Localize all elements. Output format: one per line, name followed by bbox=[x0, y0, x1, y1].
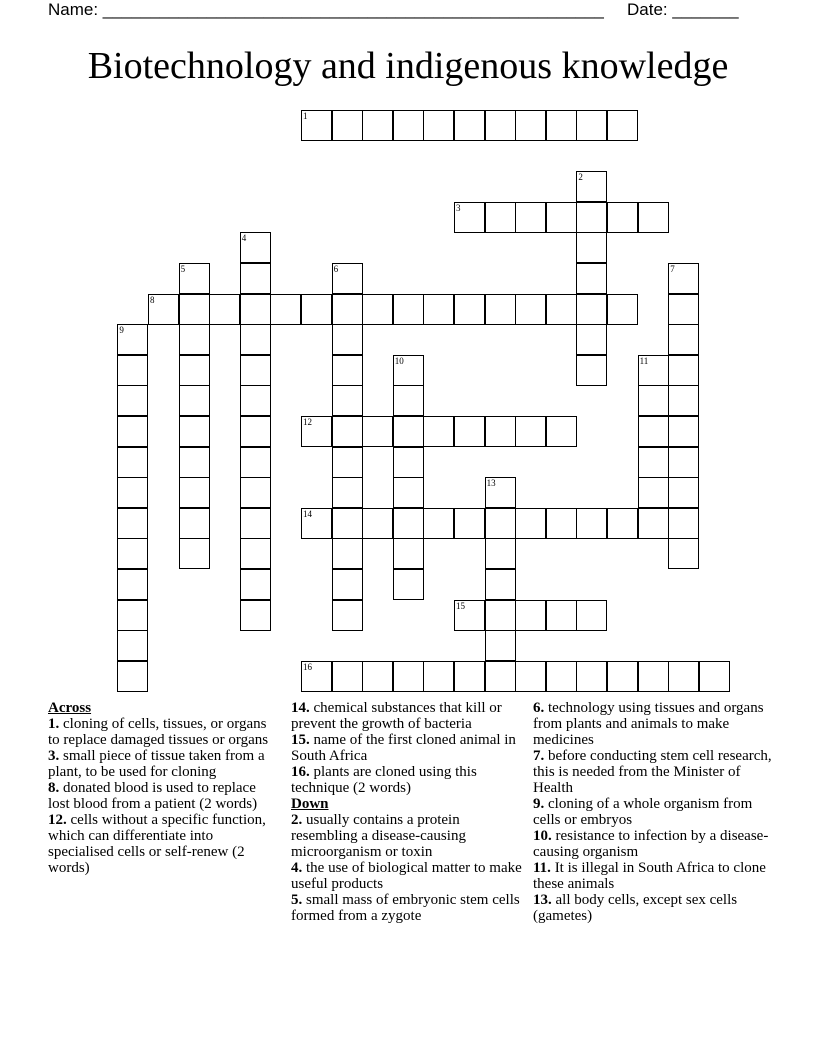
crossword-cell[interactable] bbox=[515, 110, 546, 141]
crossword-cell[interactable] bbox=[362, 416, 393, 447]
crossword-cell[interactable] bbox=[454, 600, 485, 631]
crossword-cell[interactable] bbox=[576, 324, 607, 355]
crossword-cell[interactable] bbox=[454, 416, 485, 447]
clue-number: 6. bbox=[533, 700, 545, 716]
clue-number: 11. bbox=[533, 860, 551, 876]
clue-number: 5. bbox=[291, 892, 303, 908]
clue-text: technology using tissues and organs from plants and animals to make medicines bbox=[533, 700, 764, 748]
crossword-cell[interactable] bbox=[148, 294, 179, 325]
crossword-cell[interactable] bbox=[332, 569, 363, 600]
crossword-cell[interactable] bbox=[515, 600, 546, 631]
crossword-cell[interactable] bbox=[423, 294, 454, 325]
clue-number: 3 bbox=[456, 202, 461, 213]
crossword-cell[interactable] bbox=[546, 600, 577, 631]
crossword-cell[interactable] bbox=[240, 569, 271, 600]
crossword-cell[interactable] bbox=[485, 477, 516, 508]
crossword-cell[interactable] bbox=[668, 385, 699, 416]
crossword-cell[interactable] bbox=[240, 447, 271, 478]
clue-number: 3. bbox=[48, 748, 60, 764]
crossword-cell[interactable] bbox=[485, 538, 516, 569]
across-clue-list bbox=[48, 716, 280, 876]
crossword-cell[interactable] bbox=[393, 538, 424, 569]
clue-text: chemical substances that kill or prevent the growth of bacteria bbox=[291, 700, 502, 732]
crossword-cell[interactable] bbox=[423, 416, 454, 447]
crossword-cell[interactable] bbox=[179, 263, 210, 294]
clue-number: 15 bbox=[456, 600, 465, 611]
crossword-cell[interactable] bbox=[576, 263, 607, 294]
clue-number: 16 bbox=[303, 661, 312, 672]
clue bbox=[291, 700, 523, 732]
down-clue-list-continued bbox=[533, 700, 773, 924]
crossword-cell[interactable] bbox=[332, 355, 363, 386]
crossword-cell[interactable] bbox=[638, 661, 669, 692]
crossword-cell[interactable] bbox=[240, 232, 271, 263]
clue bbox=[533, 700, 773, 748]
crossword-cell[interactable] bbox=[485, 416, 516, 447]
clue-number: 4. bbox=[291, 860, 303, 876]
crossword-cell[interactable] bbox=[240, 600, 271, 631]
clue-number: 6 bbox=[333, 264, 339, 274]
crossword-cell[interactable] bbox=[393, 661, 424, 692]
date-field[interactable]: Date: _______ bbox=[627, 0, 739, 19]
crossword-cell[interactable] bbox=[638, 416, 669, 447]
clue bbox=[48, 812, 280, 876]
clue-number: 7. bbox=[533, 748, 545, 764]
crossword-cell[interactable] bbox=[607, 508, 638, 539]
across-heading: Across bbox=[48, 700, 92, 716]
crossword-cell[interactable] bbox=[485, 202, 516, 233]
clue-number: 7 bbox=[670, 264, 675, 274]
clue bbox=[291, 732, 523, 764]
clue-number: 10 bbox=[394, 355, 404, 366]
clue-text: cloning of a whole organism from cells or embryos bbox=[533, 796, 753, 828]
crossword-cell[interactable] bbox=[332, 263, 363, 294]
crossword-cell[interactable] bbox=[240, 324, 271, 355]
crossword-cell[interactable] bbox=[607, 661, 638, 692]
crossword-cell[interactable] bbox=[546, 202, 577, 233]
crossword-cell[interactable] bbox=[423, 661, 454, 692]
clue-number: 8 bbox=[150, 294, 155, 305]
crossword-cell[interactable] bbox=[332, 600, 363, 631]
crossword-cell[interactable] bbox=[332, 447, 363, 478]
clue-number: 12. bbox=[48, 812, 67, 828]
clue bbox=[48, 780, 280, 812]
crossword-cell[interactable] bbox=[423, 110, 454, 141]
clue-text: plants are cloned using this technique (2 words) bbox=[291, 764, 477, 796]
crossword-cell[interactable] bbox=[117, 661, 148, 692]
crossword-cell[interactable] bbox=[301, 110, 332, 141]
clue bbox=[48, 748, 280, 780]
crossword-cell[interactable] bbox=[668, 447, 699, 478]
name-field[interactable]: Name: _____________________________________________________ bbox=[48, 0, 604, 19]
crossword-cell[interactable] bbox=[668, 324, 699, 355]
crossword-cell[interactable] bbox=[332, 324, 363, 355]
crossword-cell[interactable] bbox=[576, 508, 607, 539]
clue-text: small mass of embryonic stem cells formed from a zygote bbox=[291, 892, 520, 924]
clue-number: 1. bbox=[48, 716, 60, 732]
crossword-cell[interactable] bbox=[515, 202, 546, 233]
crossword-cell[interactable] bbox=[179, 508, 210, 539]
clue-text: cloning of cells, tissues, or organs to replace damaged tissues or organs bbox=[48, 716, 269, 748]
clue-text: the use of biological matter to make useful products bbox=[291, 860, 522, 892]
crossword-cell[interactable] bbox=[332, 110, 363, 141]
clue-number: 8. bbox=[48, 780, 60, 796]
crossword-cell[interactable] bbox=[485, 600, 516, 631]
crossword-cell[interactable] bbox=[546, 661, 577, 692]
crossword-cell[interactable] bbox=[179, 538, 210, 569]
clue bbox=[533, 748, 773, 796]
crossword-cell[interactable] bbox=[668, 477, 699, 508]
crossword-cell[interactable] bbox=[362, 508, 393, 539]
clue-text: donated blood is used to replace lost blood from a patient (2 words) bbox=[48, 780, 258, 812]
clue-text: usually contains a protein resembling a disease-causing microorganism or toxin bbox=[291, 812, 466, 860]
clue-number: 16. bbox=[291, 764, 310, 780]
clue-number: 15. bbox=[291, 732, 310, 748]
crossword-cell[interactable] bbox=[270, 294, 301, 325]
crossword-cell[interactable] bbox=[454, 202, 485, 233]
crossword-cell[interactable] bbox=[240, 538, 271, 569]
clue bbox=[533, 828, 773, 860]
clue-text: all body cells, except sex cells (gametes) bbox=[533, 892, 738, 924]
crossword-cell[interactable] bbox=[117, 477, 148, 508]
crossword-cell[interactable] bbox=[576, 294, 607, 325]
crossword-cell[interactable] bbox=[240, 294, 271, 325]
crossword-cell[interactable] bbox=[576, 171, 607, 202]
crossword-cell[interactable] bbox=[393, 385, 424, 416]
crossword-cell[interactable] bbox=[117, 385, 148, 416]
crossword-cell[interactable] bbox=[576, 355, 607, 386]
crossword-cell[interactable] bbox=[638, 385, 669, 416]
clue bbox=[533, 892, 773, 924]
crossword-cell[interactable] bbox=[117, 569, 148, 600]
crossword-cell[interactable] bbox=[240, 355, 271, 386]
crossword-cell[interactable] bbox=[362, 661, 393, 692]
crossword-cell[interactable] bbox=[515, 508, 546, 539]
crossword-cell[interactable] bbox=[362, 110, 393, 141]
crossword-cell[interactable] bbox=[576, 600, 607, 631]
crossword-cell[interactable] bbox=[638, 447, 669, 478]
crossword-cell[interactable] bbox=[454, 110, 485, 141]
page-title: Biotechnology and indigenous knowledge bbox=[87, 45, 729, 87]
crossword-cell[interactable] bbox=[179, 477, 210, 508]
clue-number: 10. bbox=[533, 828, 552, 844]
crossword-cell[interactable] bbox=[117, 630, 148, 661]
crossword-cell[interactable] bbox=[485, 569, 516, 600]
crossword-cell[interactable] bbox=[393, 447, 424, 478]
crossword-cell[interactable] bbox=[485, 508, 516, 539]
crossword-cell[interactable] bbox=[117, 600, 148, 631]
crossword-cell[interactable] bbox=[332, 508, 363, 539]
crossword-cell[interactable] bbox=[393, 294, 424, 325]
crossword-cell[interactable] bbox=[668, 355, 699, 386]
crossword-cell[interactable] bbox=[332, 385, 363, 416]
crossword-cell[interactable] bbox=[668, 508, 699, 539]
clue bbox=[291, 860, 523, 892]
clue-number: 12 bbox=[303, 417, 312, 427]
crossword-cell[interactable] bbox=[393, 416, 424, 447]
crossword-cell[interactable] bbox=[117, 538, 148, 569]
clue-number: 2. bbox=[291, 812, 303, 828]
crossword-cell[interactable] bbox=[668, 416, 699, 447]
crossword-cell[interactable] bbox=[668, 263, 699, 294]
crossword-cell[interactable] bbox=[332, 661, 363, 692]
clue-text: It is illegal in South Africa to clone these animals bbox=[533, 860, 766, 892]
crossword-cell[interactable] bbox=[117, 355, 148, 386]
crossword-cell[interactable] bbox=[546, 294, 577, 325]
crossword-cell[interactable] bbox=[393, 569, 424, 600]
clue bbox=[291, 892, 523, 924]
clue bbox=[291, 812, 523, 860]
across-clue-list-continued bbox=[291, 700, 523, 796]
down-clue-list bbox=[291, 812, 523, 924]
clue-text: resistance to infection by a disease-causing organism bbox=[533, 828, 769, 860]
crossword-cell[interactable] bbox=[485, 110, 516, 141]
crossword-cell[interactable] bbox=[332, 416, 363, 447]
clues-column-1 bbox=[48, 700, 280, 876]
crossword-cell[interactable] bbox=[638, 202, 669, 233]
clue-text: cells without a specific function, which can differentiate into specialised cells or self-renew (2 words) bbox=[48, 812, 266, 876]
clue-number: 9 bbox=[119, 325, 124, 336]
crossword-cell[interactable] bbox=[117, 416, 148, 447]
crossword-cell[interactable] bbox=[393, 477, 424, 508]
crossword-cell[interactable] bbox=[240, 263, 271, 294]
crossword-cell[interactable] bbox=[515, 661, 546, 692]
clue-text: small piece of tissue taken from a plant, to be used for cloning bbox=[48, 748, 265, 780]
crossword-cell[interactable] bbox=[362, 294, 393, 325]
clue-number: 13. bbox=[533, 892, 552, 908]
crossword-cell[interactable] bbox=[423, 508, 454, 539]
crossword-cell[interactable] bbox=[332, 538, 363, 569]
clue bbox=[291, 764, 523, 796]
crossword-cell[interactable] bbox=[332, 477, 363, 508]
crossword-cell[interactable] bbox=[301, 416, 332, 447]
clues-column-3 bbox=[533, 700, 773, 924]
crossword-cell[interactable] bbox=[668, 294, 699, 325]
crossword-cell[interactable] bbox=[179, 385, 210, 416]
crossword-cell[interactable] bbox=[485, 661, 516, 692]
crossword-cell[interactable] bbox=[301, 661, 332, 692]
crossword-cell[interactable] bbox=[515, 416, 546, 447]
clue bbox=[48, 716, 280, 748]
clue bbox=[533, 860, 773, 892]
clue bbox=[533, 796, 773, 828]
crossword-cell[interactable] bbox=[179, 416, 210, 447]
crossword-cell[interactable] bbox=[546, 110, 577, 141]
crossword-cell[interactable] bbox=[393, 508, 424, 539]
clue-number: 14. bbox=[291, 700, 310, 716]
crossword-cell[interactable] bbox=[515, 294, 546, 325]
crossword-cell[interactable] bbox=[301, 508, 332, 539]
crossword-cell[interactable] bbox=[699, 661, 730, 692]
crossword-cell[interactable] bbox=[546, 416, 577, 447]
crossword-cell[interactable] bbox=[668, 661, 699, 692]
crossword-cell[interactable] bbox=[638, 477, 669, 508]
crossword-cell[interactable] bbox=[638, 508, 669, 539]
crossword-cell[interactable] bbox=[576, 110, 607, 141]
crossword-cell[interactable] bbox=[393, 110, 424, 141]
down-heading: Down bbox=[291, 796, 329, 812]
crossword-cell[interactable] bbox=[485, 294, 516, 325]
crossword-cell[interactable] bbox=[393, 355, 424, 386]
crossword-cell[interactable] bbox=[576, 661, 607, 692]
clue-number: 1 bbox=[303, 111, 308, 121]
clue-number: 14 bbox=[303, 508, 312, 519]
clue-number: 11 bbox=[639, 355, 649, 366]
crossword-cell[interactable] bbox=[240, 508, 271, 539]
clue-number: 2 bbox=[578, 172, 583, 183]
crossword-cell[interactable] bbox=[209, 294, 240, 325]
crossword-cell[interactable] bbox=[240, 477, 271, 508]
crossword-cell[interactable] bbox=[179, 324, 210, 355]
crossword-cell[interactable] bbox=[576, 202, 607, 233]
clues-column-2 bbox=[291, 700, 523, 924]
crossword-cell[interactable] bbox=[117, 508, 148, 539]
crossword-cell[interactable] bbox=[454, 508, 485, 539]
crossword-cell[interactable] bbox=[668, 538, 699, 569]
crossword-cell[interactable] bbox=[607, 110, 638, 141]
crossword-cell[interactable] bbox=[546, 508, 577, 539]
crossword-cell[interactable] bbox=[117, 447, 148, 478]
crossword-cell[interactable] bbox=[179, 447, 210, 478]
crossword-cell[interactable] bbox=[332, 294, 363, 325]
clue-number: 9. bbox=[533, 796, 545, 812]
crossword-cell[interactable] bbox=[607, 202, 638, 233]
clue-number: 4 bbox=[241, 233, 247, 244]
clue-number: 13 bbox=[486, 478, 496, 489]
crossword-cell[interactable] bbox=[301, 294, 332, 325]
crossword-cell[interactable] bbox=[240, 385, 271, 416]
crossword-cell[interactable] bbox=[607, 294, 638, 325]
crossword-cell[interactable] bbox=[576, 232, 607, 263]
crossword-cell[interactable] bbox=[179, 294, 210, 325]
crossword-cell[interactable] bbox=[485, 630, 516, 661]
crossword-cell[interactable] bbox=[454, 661, 485, 692]
clue-text: before conducting stem cell research, this is needed from the Minister of Health bbox=[533, 748, 772, 796]
clue-text: name of the first cloned animal in South Africa bbox=[291, 732, 516, 764]
crossword-cell[interactable] bbox=[179, 355, 210, 386]
crossword-cell[interactable] bbox=[117, 324, 148, 355]
crossword-cell[interactable] bbox=[240, 416, 271, 447]
crossword-cell[interactable] bbox=[454, 294, 485, 325]
crossword-cell[interactable] bbox=[638, 355, 669, 386]
clue-number: 5 bbox=[180, 264, 186, 274]
